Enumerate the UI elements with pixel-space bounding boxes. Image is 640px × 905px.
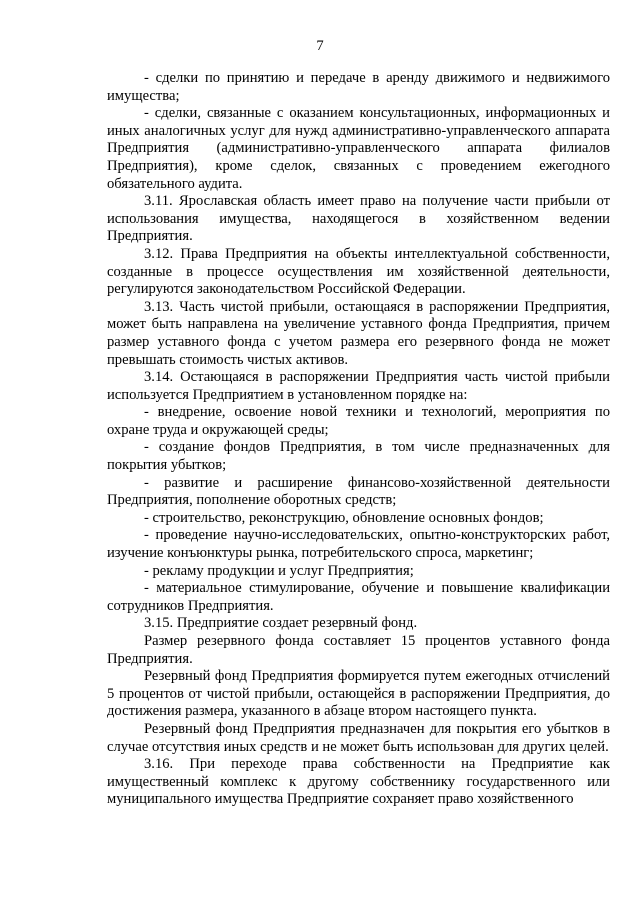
paragraph: 3.16. При переходе права собственности на Предприятие как имущественный комплекс к другому собственнику государственного или муниципального имущества Предприятие сохраняет право хозяйственного (107, 756, 610, 808)
document-body (107, 70, 610, 809)
paragraph: 3.12. Права Предприятия на объекты интеллектуальной собственности, созданные в процессе осуществления им хозяйственной деятельности, регулируются законодательством Российской Федерации. (107, 245, 610, 298)
paragraph: Размер резервного фонда составляет 15 процентов уставного фонда Предприятия. (107, 633, 610, 667)
paragraph: - сделки, связанные с оказанием консультационных, информационных и иных аналогичных услуг для нужд административно-управленческого аппарата Предприятия (административно-управленческого аппарата филиалов Предприятия), кроме сделок, связанных с проведением ежегодного обязательного аудита. (107, 105, 610, 192)
paragraph: Резервный фонд Предприятия формируется путем ежегодных отчислений 5 процентов от чистой прибыли, остающейся в распоряжении Предприятия, до достижения размера, указанного в абзаце втором настоящего пункта. (107, 668, 610, 720)
list-item: - проведение научно-исследовательских, опытно-конструкторских работ, изучение конъюнктуры рынка, потребительского спроса, маркетинг; (107, 527, 610, 562)
paragraph: 3.15. Предприятие создает резервный фонд. (144, 615, 418, 632)
list-item: - строительство, реконструкцию, обновление основных фондов; (144, 509, 544, 526)
page-number: 7 (316, 38, 324, 54)
paragraph: 3.11. Ярославская область имеет право на получение части прибыли от использования имущества, находящегося в хозяйственном ведении Предприятия. (107, 193, 610, 245)
list-item: - развитие и расширение финансово-хозяйственной деятельности Предприятия, пополнение оборотных средств; (107, 474, 610, 509)
list-item: - внедрение, освоение новой техники и технологий, мероприятия по охране труда и окружающей среды; (107, 404, 610, 438)
paragraph: - сделки по принятию и передаче в аренду движимого и недвижимого имущества; (107, 70, 610, 104)
list-item: - рекламу продукции и услуг Предприятия; (144, 562, 414, 579)
list-item: - создание фондов Предприятия, в том числе предназначенных для покрытия убытков; (107, 439, 610, 474)
paragraph: Резервный фонд Предприятия предназначен для покрытия его убытков в случае отсутствия иных средств и не может быть использован для других целей. (107, 720, 610, 755)
paragraph: 3.14. Остающаяся в распоряжении Предприятия часть чистой прибыли используется Предприятием в установленном порядке на: (107, 369, 610, 403)
list-item: - материальное стимулирование, обучение и повышение квалификации сотрудников Предприятия. (107, 580, 610, 614)
paragraph: 3.13. Часть чистой прибыли, остающаяся в распоряжении Предприятия, может быть направлена на увеличение уставного фонда Предприятия, причем размер уставного фонда с учетом размера его резервного фонда не может превышать стоимость чистых активов. (107, 298, 610, 368)
